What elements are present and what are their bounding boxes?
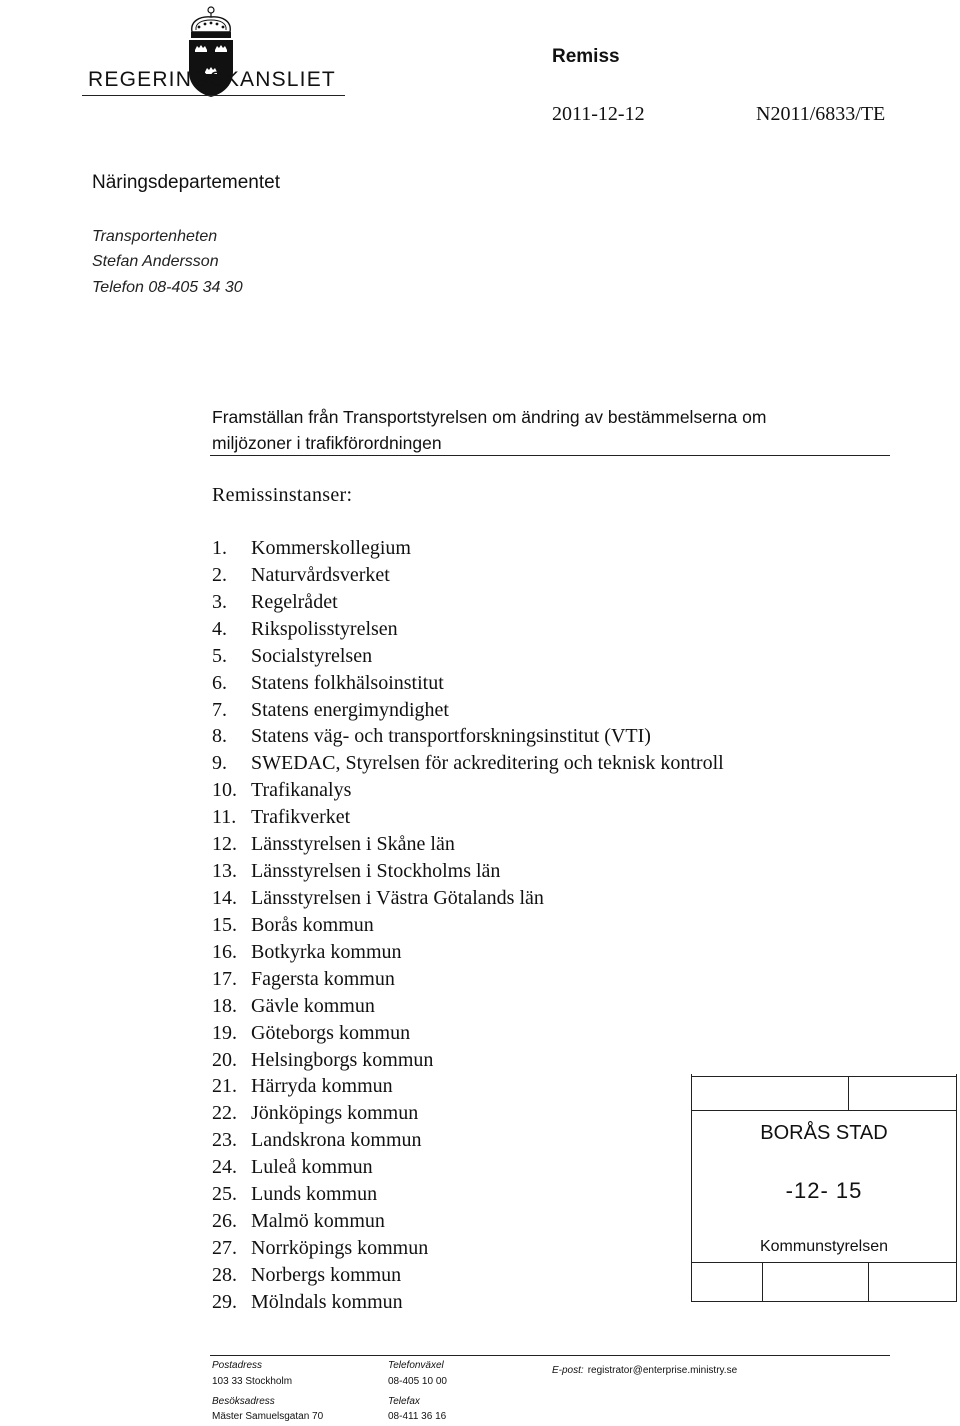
footer-email-label: E-post:	[552, 1365, 584, 1376]
stamp-divider	[762, 1262, 763, 1302]
recipient-number: 27.	[212, 1236, 237, 1259]
recipient-item	[212, 1208, 724, 1235]
recipient-item	[212, 939, 724, 966]
recipient-name: Länsstyrelsen i Stockholms län	[251, 860, 501, 883]
recipient-item	[212, 1020, 724, 1047]
recipient-name: Kommerskollegium	[251, 537, 411, 559]
recipient-item	[212, 1154, 724, 1181]
recipients-heading: Remissinstanser:	[212, 484, 353, 506]
recipient-item	[212, 1127, 724, 1154]
recipient-item	[212, 723, 724, 750]
recipient-number: 18.	[212, 994, 237, 1017]
recipient-item	[212, 643, 724, 670]
stamp-border	[691, 1076, 957, 1077]
recipient-item	[212, 535, 724, 562]
recipient-name: Rikspolisstyrelsen	[251, 617, 398, 640]
recipient-number: 13.	[212, 860, 237, 883]
recipient-number: 2.	[212, 563, 227, 586]
recipient-number: 6.	[212, 671, 227, 694]
document-date: 2011-12-12	[552, 103, 645, 125]
recipient-number: 4.	[212, 617, 227, 640]
recipient-number: 1.	[212, 537, 227, 559]
recipient-number: 5.	[212, 644, 227, 667]
recipient-name: Regelrådet	[251, 590, 338, 613]
recipient-number: 22.	[212, 1102, 237, 1125]
department-name: Näringsdepartementet	[92, 172, 280, 193]
recipient-item	[212, 1262, 724, 1289]
recipient-number: 3.	[212, 590, 227, 613]
recipient-item	[212, 1073, 724, 1100]
stamp-department: Kommunstyrelsen	[759, 1238, 889, 1255]
recipient-name: Botkyrka kommun	[251, 940, 402, 963]
footer-postal-value: 103 33 Stockholm	[212, 1376, 293, 1387]
recipient-item	[212, 966, 724, 993]
subject-line: miljözoner i trafikförordningen	[212, 433, 442, 453]
recipient-item	[212, 912, 724, 939]
stamp-divider	[848, 1076, 849, 1110]
recipient-name: SWEDAC, Styrelsen för ackreditering och teknisk kontroll	[251, 752, 724, 775]
recipient-name: Luleå kommun	[251, 1156, 373, 1179]
subject-divider	[210, 455, 890, 456]
recipient-name: Borås kommun	[251, 913, 374, 936]
recipient-name: Helsingborgs kommun	[251, 1048, 434, 1071]
recipient-number: 7.	[212, 698, 227, 721]
recipient-name: Naturvårdsverket	[251, 563, 390, 586]
received-stamp	[691, 1074, 957, 1302]
recipient-number: 23.	[212, 1129, 237, 1152]
recipient-item	[212, 1181, 724, 1208]
recipient-name: Lunds kommun	[251, 1183, 378, 1206]
sender-phone: Telefon 08-405 34 30	[92, 279, 243, 296]
recipient-item	[212, 831, 724, 858]
recipient-item	[212, 670, 724, 697]
recipient-item	[212, 993, 724, 1020]
recipient-item	[212, 697, 724, 724]
recipient-item	[212, 616, 724, 643]
recipient-name: Statens väg- och transportforskningsinstitut (VTI)	[251, 725, 651, 748]
recipient-number: 19.	[212, 1021, 237, 1044]
footer-visit-label: Besöksadress	[212, 1396, 275, 1407]
recipient-item	[212, 1047, 724, 1074]
footer-divider	[210, 1355, 890, 1356]
stamp-divider	[691, 1110, 957, 1111]
recipient-list	[212, 535, 724, 1316]
recipient-item	[212, 1289, 724, 1316]
recipient-item	[212, 777, 724, 804]
recipient-number: 25.	[212, 1183, 237, 1206]
recipient-number: 12.	[212, 833, 237, 856]
recipient-number: 21.	[212, 1075, 237, 1098]
recipient-name: Landskrona kommun	[251, 1129, 422, 1152]
recipient-item	[212, 1235, 724, 1262]
footer-fax-label: Telefax	[388, 1396, 420, 1407]
recipient-item	[212, 750, 724, 777]
org-name: REGERINGSKANSLIET	[88, 68, 336, 91]
footer-fax-value: 08-411 36 16	[388, 1411, 447, 1422]
recipient-item	[212, 804, 724, 831]
recipient-number: 9.	[212, 752, 227, 775]
recipient-number: 24.	[212, 1156, 237, 1179]
document-reference: N2011/6833/TE	[756, 103, 886, 125]
recipient-name: Statens folkhälsoinstitut	[251, 671, 444, 694]
recipient-number: 14.	[212, 886, 237, 909]
recipient-name: Länsstyrelsen i Västra Götalands län	[251, 886, 544, 909]
footer-visit-value: Mäster Samuelsgatan 70	[212, 1411, 324, 1422]
recipient-name: Trafikverket	[251, 806, 351, 829]
footer-switchboard-value: 08-405 10 00	[388, 1376, 447, 1387]
stamp-divider	[691, 1262, 957, 1263]
recipient-item	[212, 885, 724, 912]
recipient-number: 17.	[212, 967, 237, 990]
recipient-name: Statens energimyndighet	[251, 698, 449, 721]
recipient-name: Malmö kommun	[251, 1210, 385, 1233]
recipient-name: Mölndals kommun	[251, 1290, 403, 1313]
recipient-item	[212, 589, 724, 616]
subject	[212, 404, 872, 456]
recipient-name: Länsstyrelsen i Skåne län	[251, 833, 455, 856]
recipient-item	[212, 1100, 724, 1127]
subject-line: Framställan från Transportstyrelsen om ändring av bestämmelserna om	[212, 407, 767, 427]
recipient-name: Socialstyrelsen	[251, 644, 373, 667]
recipient-number: 16.	[212, 940, 237, 963]
sender-unit: Transportenheten	[92, 228, 218, 245]
footer-postal-label: Postadress	[212, 1360, 263, 1371]
recipient-name: Norbergs kommun	[251, 1263, 402, 1286]
sender-name: Stefan Andersson	[92, 253, 219, 270]
recipient-name: Jönköpings kommun	[251, 1102, 419, 1125]
recipient-name: Norrköpings kommun	[251, 1236, 429, 1259]
recipient-item	[212, 562, 724, 589]
recipient-name: Göteborgs kommun	[251, 1021, 411, 1044]
recipient-name: Härryda kommun	[251, 1075, 393, 1098]
recipient-number: 11.	[212, 806, 237, 829]
recipient-name: Gävle kommun	[251, 994, 375, 1017]
recipient-name: Fagersta kommun	[251, 967, 395, 990]
footer-email-value[interactable]: registrator@enterprise.ministry.se	[587, 1365, 738, 1376]
recipient-number: 29.	[212, 1290, 237, 1313]
recipient-number: 8.	[212, 725, 227, 748]
footer-email	[552, 1360, 737, 1378]
stamp-date: -12- 15	[785, 1178, 863, 1203]
stamp-divider	[868, 1262, 869, 1302]
recipient-number: 26.	[212, 1210, 237, 1233]
recipient-item	[212, 858, 724, 885]
recipient-number: 28.	[212, 1263, 237, 1286]
stamp-title: BORÅS STAD	[760, 1122, 888, 1144]
footer-switchboard-label: Telefonväxel	[388, 1360, 444, 1371]
recipient-number: 15.	[212, 913, 237, 936]
stamp-border	[691, 1301, 957, 1302]
header-divider	[82, 95, 345, 96]
recipient-number: 10.	[212, 779, 237, 802]
recipient-number: 20.	[212, 1048, 237, 1071]
document-type: Remiss	[552, 46, 620, 67]
recipient-name: Trafikanalys	[251, 779, 352, 802]
